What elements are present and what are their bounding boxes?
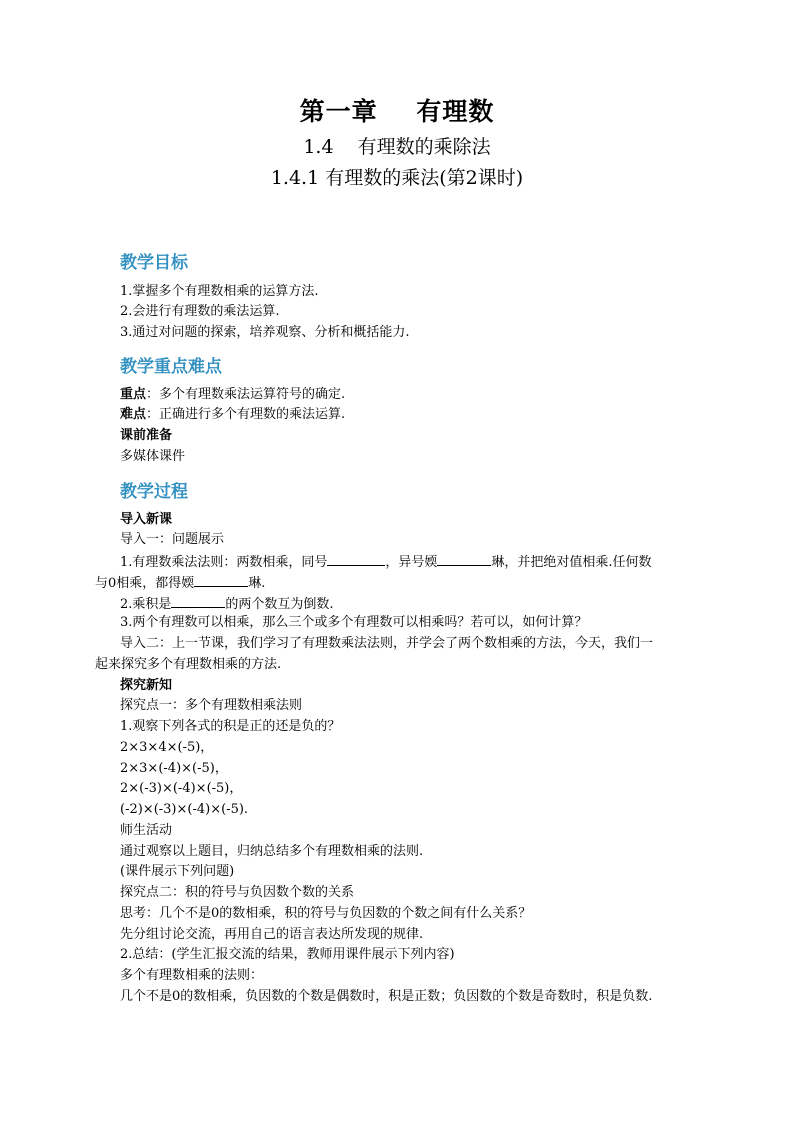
explore-heading: 探究新知: [120, 678, 173, 693]
objectives-heading: 教学目标: [120, 253, 188, 273]
difficulty-label: 难点: [120, 407, 147, 422]
blank: [194, 574, 248, 587]
focus-text: ：多个有理数乘法运算符号的确定.: [146, 387, 346, 402]
objective-item: 2.会进行有理数的乘法运算.: [120, 304, 280, 319]
process-heading: 教学过程: [120, 482, 188, 502]
q2-part: 2.乘积是: [120, 597, 172, 612]
q1-part: 琳，并把绝对值相乘.任何数: [491, 555, 652, 570]
q1-part: 与0相乘，都得媆: [95, 576, 195, 591]
section-title: 1.4 有理数的乘除法: [303, 136, 491, 158]
q1-part: 1.有理数乘法法则：两数相乘，同号: [120, 555, 328, 570]
prep-heading: 课前准备: [120, 428, 173, 443]
blank: [327, 553, 385, 566]
intro1: 导入一：问题展示: [120, 532, 225, 547]
think-question: 思考：几个不是0的数相乘，积的符号与负因数的个数之间有什么关系？: [120, 906, 532, 921]
question2: [120, 595, 334, 613]
expression: 2×3×(-4)×(-5)，: [120, 761, 228, 776]
rule-text: 几个不是0的数相乘，负因数的个数是偶数时，积是正数；负因数的个数是奇数时，积是负数.: [120, 989, 653, 1004]
objective-item: 3.通过对问题的探索，培养观察、分析和概括能力.: [120, 325, 410, 340]
q1-part: ，异号媆: [385, 555, 438, 570]
key-points-heading: 教学重点难点: [120, 357, 222, 377]
rule-title: 多个有理数相乘的法则：: [120, 968, 264, 983]
intro-heading: 导入新课: [120, 512, 173, 527]
q1-part: 琳.: [248, 576, 266, 591]
chapter-title: 第一章 有理数: [299, 97, 495, 126]
question1-line2: [95, 574, 265, 592]
courseware-note: (课件展示下列问题): [120, 864, 235, 879]
observe-question: 1.观察下列各式的积是正的还是负的？: [120, 719, 341, 734]
question1-line1: [120, 553, 652, 571]
expression: 2×(-3)×(-4)×(-5)，: [120, 781, 243, 796]
expression: 2×3×4×(-5)，: [120, 740, 214, 755]
focus-line: [120, 387, 345, 403]
blank: [171, 595, 225, 608]
intro2-line1: 导入二：上一节课，我们学习了有理数乘法法则，并学会了两个数相乘的方法，今天，我们一: [120, 636, 654, 651]
q2-part: 的两个数互为倒数.: [225, 597, 334, 612]
expression: (-2)×(-3)×(-4)×(-5).: [120, 802, 249, 817]
group-discussion: 先分组讨论交流，再用自己的语言表达所发现的规律.: [120, 927, 424, 942]
focus-label: 重点: [120, 387, 147, 402]
difficulty-line: [120, 407, 345, 423]
activity-text: 通过观察以上题目，归纳总结多个有理数相乘的法则.: [120, 844, 424, 859]
summary: 2.总结：(学生汇报交流的结果，教师用课件展示下列内容): [120, 947, 455, 962]
prep-text: 多媒体课件: [120, 449, 186, 464]
objective-item: 1.掌握多个有理数相乘的运算方法.: [120, 284, 319, 299]
intro2-line2: 起来探究多个有理数相乘的方法.: [95, 657, 282, 672]
difficulty-text: ：正确进行多个有理数的乘法运算.: [146, 407, 346, 422]
question3: 3.两个有理数可以相乘，那么三个或多个有理数可以相乘吗？若可以，如何计算？: [120, 615, 588, 630]
blank: [437, 553, 491, 566]
explore1: 探究点一：多个有理数相乘法则: [120, 698, 303, 713]
explore2: 探究点二：积的符号与负因数个数的关系: [120, 885, 355, 900]
activity-label: 师生活动: [120, 823, 173, 838]
lesson-title: 1.4.1 有理数的乘法(第2课时): [270, 167, 524, 189]
